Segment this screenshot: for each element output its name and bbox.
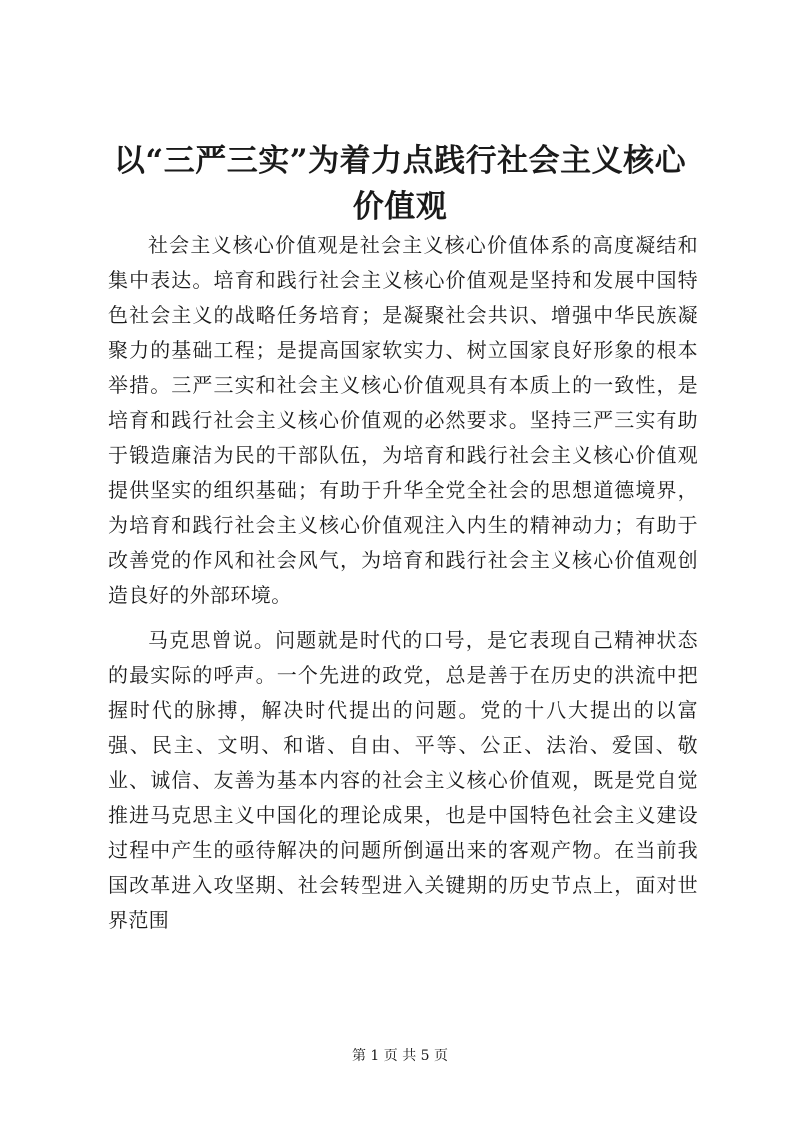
document-body <box>108 228 698 948</box>
paragraph-2: 马克思曾说。问题就是时代的口号，是它表现自己精神状态的最实际的呼声。一个先进的政党，总是善于在历史的洪流中把握时代的脉搏，解决时代提出的问题。党的十八大提出的以富强、民主、文明、和谐、自由、平等、公正、法治、爱国、敬业、诚信、友善为基本内容的社会主义核心价值观，既是党自觉推进马克思主义中国化的理论成果，也是中国特色社会主义建设过程中产生的亟待解决的问题所倒逼出来的客观产物。在当前我国改革进入攻坚期、社会转型进入关键期的历史节点上，面对世界范围 <box>108 628 698 932</box>
document-title: 以“三严三实”为着力点践行社会主义核心价值观 <box>113 143 687 225</box>
paragraph-1: 社会主义核心价值观是社会主义核心价值体系的高度凝结和集中表达。培育和践行社会主义核心价值观是坚持和发展中国特色社会主义的战略任务培育；是凝聚社会共识、增强中华民族凝聚力的基础工程；是提高国家软实力、树立国家良好形象的根本举措。三严三实和社会主义核心价值观具有本质上的一致性，是培育和践行社会主义核心价值观的必然要求。坚持三严三实有助于锻造廉洁为民的干部队伍，为培育和践行社会主义核心价值观提供坚实的组织基础；有助于升华全党全社会的思想道德境界，为培育和践行社会主义核心价值观注入内生的精神动力；有助于改善党的作风和社会风气，为培育和践行社会主义核心价值观创造良好的外部环境。 <box>108 233 698 607</box>
page-footer: 第 1 页 共 5 页 <box>351 1048 449 1064</box>
